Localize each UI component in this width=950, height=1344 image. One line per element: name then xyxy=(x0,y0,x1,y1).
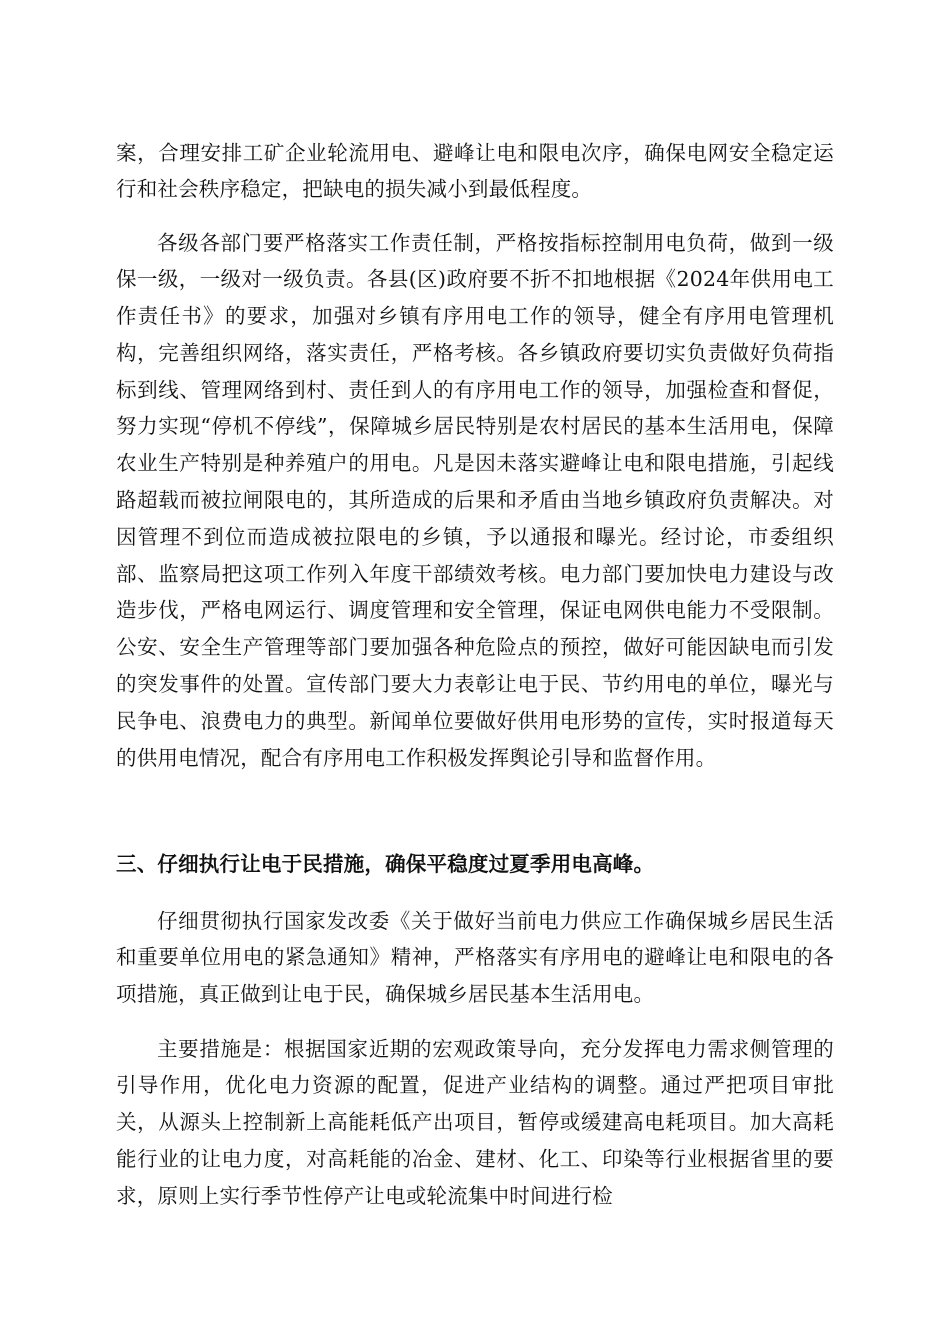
paragraph-responsibility: 各级各部门要严格落实工作责任制，严格按指标控制用电负荷，做到一级保一级，一级对一级负责。各县(区)政府要不折不扣地根据《2024年供用电工作责任书》的要求，加强对乡镇有序用电工作的领导，健全有序用电管理机构，完善组织网络，落实责任，严格考核。各乡镇政府要切实负责做好负荷指标到线、管理网络到村、责任到人的有序用电工作的领导，加强检查和督促，努力实现“停机不停线”，保障城乡居民特别是农村居民的基本生活用电，保障农业生产特别是种养殖户的用电。凡是因未落实避峰让电和限电措施，引起线路超载而被拉闸限电的，其所造成的后果和矛盾由当地乡镇政府负责解决。对因管理不到位而造成被拉限电的乡镇，予以通报和曝光。经讨论，市委组织部、监察局把这项工作列入年度干部绩效考核。电力部门要加快电力建设与改造步伐，严格电网运行、调度管理和安全管理，保证电网供电能力不受限制。公安、安全生产管理等部门要加强各种危险点的预控，做好可能因缺电而引发的突发事件的处置。宣传部门要大力表彰让电于民、节约用电的单位，曝光与民争电、浪费电力的典型。新闻单位要做好供用电形势的宣传，实时报道每天的供用电情况，配合有序用电工作积极发挥舆论引导和监督作用。 xyxy=(116,230,834,770)
section-heading-three: 三、仔细执行让电于民措施，确保平稳度过夏季用电高峰。 xyxy=(116,852,655,876)
paragraph-section-three: 仔细贯彻执行国家发改委《关于做好当前电力供应工作确保城乡居民生活和重要单位用电的紧急通知》精神，严格落实有序用电的避峰让电和限电的各项措施，真正做到让电于民，确保城乡居民基本生活用电。 xyxy=(116,908,834,1007)
paragraph-measures: 主要措施是：根据国家近期的宏观政策导向，充分发挥电力需求侧管理的引导作用，优化电力资源的配置，促进产业结构的调整。通过严把项目审批关，从源头上控制新上高能耗低产出项目，暂停或缓建高电耗项目。加大高耗能行业的让电力度，对高耗能的冶金、建材、化工、印染等行业根据省里的要求，原则上实行季节性停产让电或轮流集中时间进行检 xyxy=(116,1036,834,1208)
paragraph-continuation: 案，合理安排工矿企业轮流用电、避峰让电和限电次序，确保电网安全稳定运行和社会秩序稳定，把缺电的损失减小到最低程度。 xyxy=(116,140,834,202)
